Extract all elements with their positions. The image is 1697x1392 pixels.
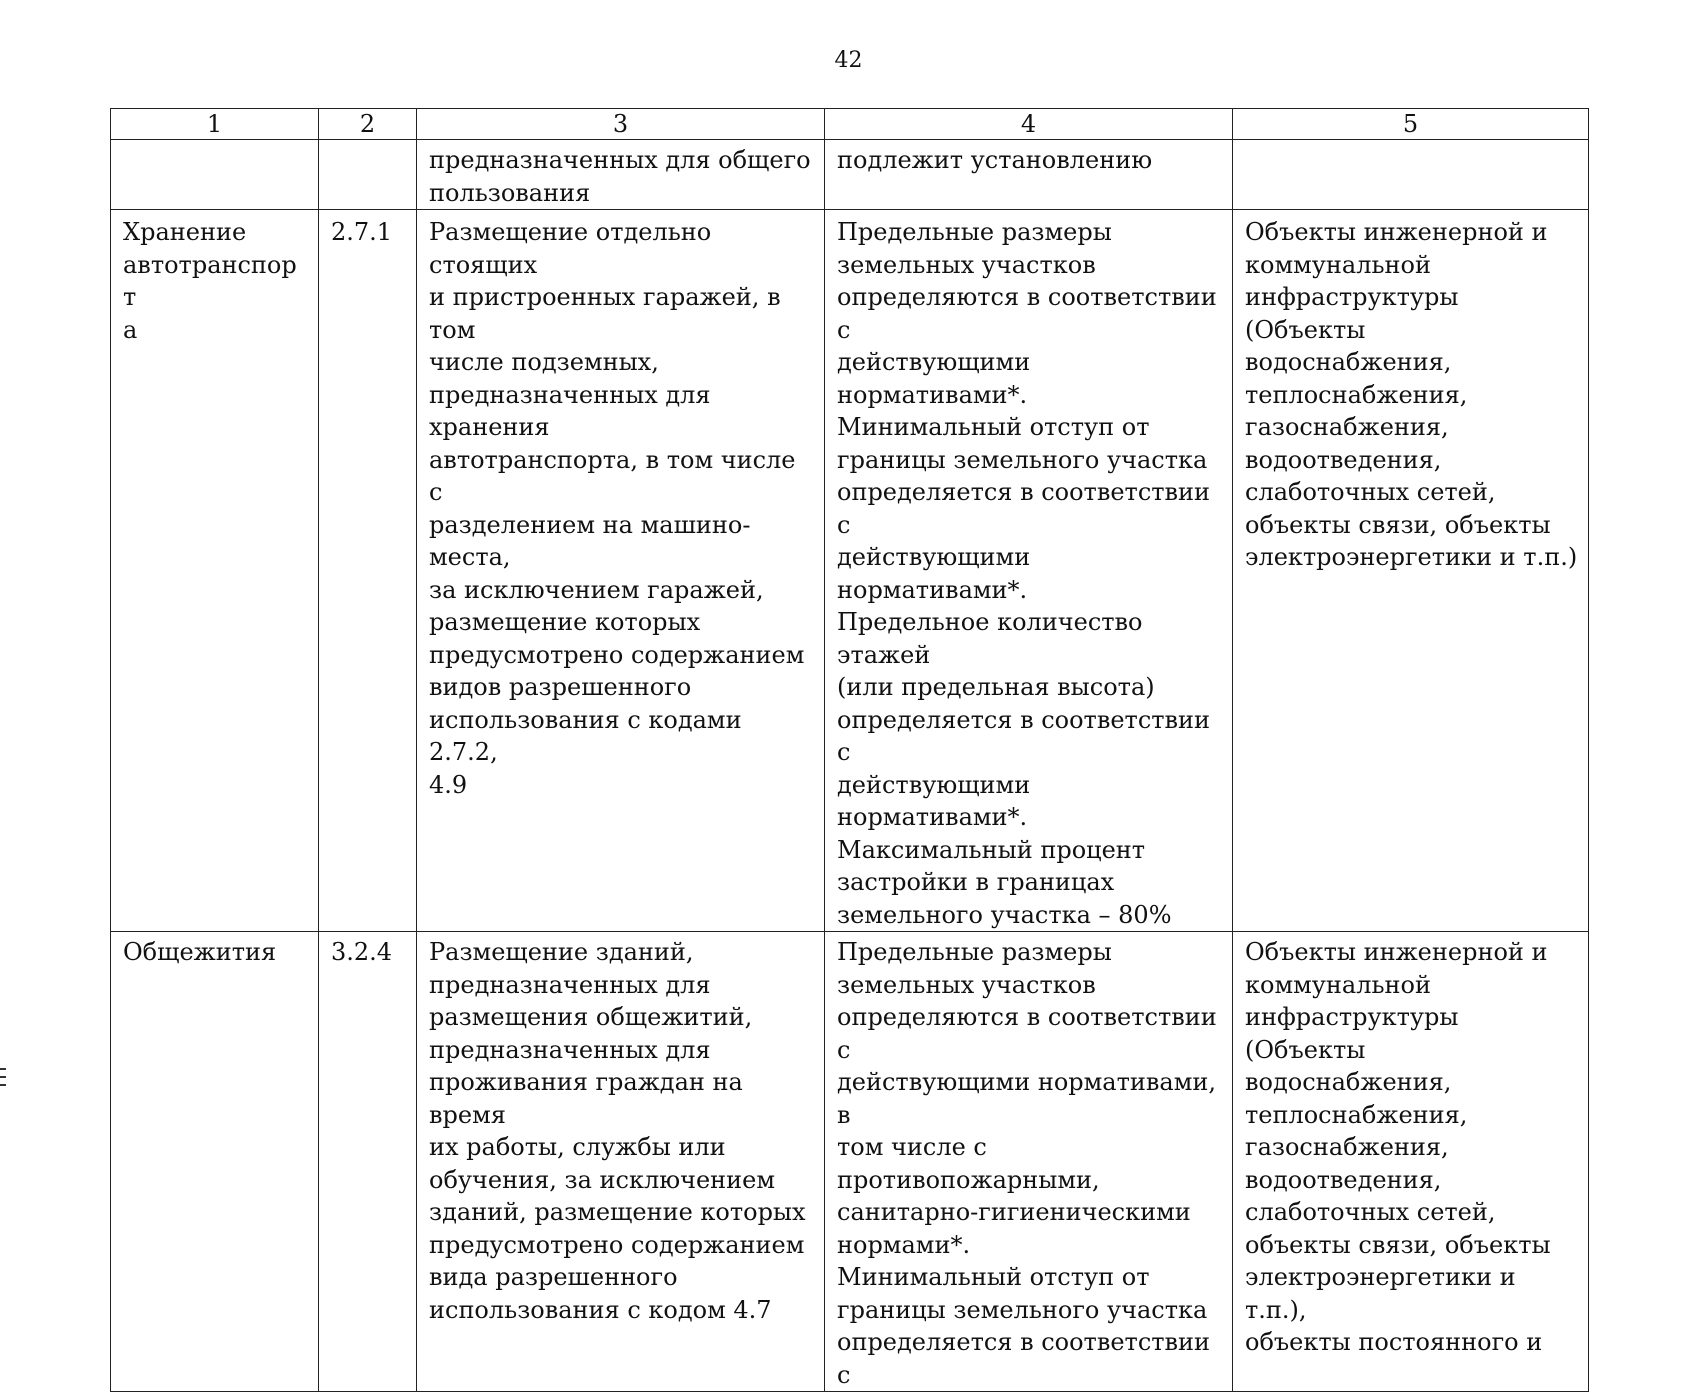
use-code-cell: 2.7.1 [319, 210, 417, 932]
use-code-cell [319, 140, 417, 210]
scan-edge-mark [0, 1084, 6, 1086]
use-description-cell: предназначенных для общего пользования [417, 140, 825, 210]
scan-edge-mark [0, 1068, 6, 1070]
parameters-cell: Предельные размеры земельных участков определяются в соответствии с действующими нормативами, в том числе с противопожарными, санитарно-гигиеническими нормами*. Минимальный отступ от границы земельного участка определяется в соответствии с [825, 932, 1233, 1392]
column-header-4: 4 [825, 109, 1233, 140]
zoning-table [110, 108, 1589, 1392]
use-name-cell: Хранение автотранспорт а [111, 210, 319, 932]
use-name-cell [111, 140, 319, 210]
use-description-cell: Размещение отдельно стоящих и пристроенных гаражей, в том числе подземных, предназначенных для хранения автотранспорта, в том числе с разделением на машино-места, за исключением гаражей, размещение которых предусмотрено содержанием видов разрешенного использования с кодами 2.7.2, 4.9 [417, 210, 825, 932]
use-name-cell: Общежития [111, 932, 319, 1392]
page-number: 42 [834, 48, 863, 73]
auxiliary-objects-cell: Объекты инженерной и коммунальной инфраструктуры (Объекты водоснабжения, теплоснабжения, газоснабжения, водоотведения, слаботочных сетей, объекты связи, объекты электроэнергетики и т.п.), объекты постоянного и [1233, 932, 1589, 1392]
column-header-5: 5 [1233, 109, 1589, 140]
parameters-cell: подлежит установлению [825, 140, 1233, 210]
column-header-3: 3 [417, 109, 825, 140]
auxiliary-objects-cell: Объекты инженерной и коммунальной инфраструктуры (Объекты водоснабжения, теплоснабжения, газоснабжения, водоотведения, слаботочных сетей, объекты связи, объекты электроэнергетики и т.п.) [1233, 210, 1589, 932]
table-row [111, 932, 1589, 1392]
column-header-2: 2 [319, 109, 417, 140]
table-row [111, 210, 1589, 932]
auxiliary-objects-cell [1233, 140, 1589, 210]
table-row [111, 140, 1589, 210]
column-header-1: 1 [111, 109, 319, 140]
scan-edge-mark [0, 1076, 6, 1078]
table-header-row [111, 109, 1589, 140]
use-description-cell: Размещение зданий, предназначенных для размещения общежитий, предназначенных для проживания граждан на время их работы, службы или обучения, за исключением зданий, размещение которых предусмотрено содержанием вида разрешенного использования с кодом 4.7 [417, 932, 825, 1392]
use-code-cell: 3.2.4 [319, 932, 417, 1392]
parameters-cell: Предельные размеры земельных участков определяются в соответствии с действующими нормативами*. Минимальный отступ от границы земельного участка определяется в соответствии с действующими нормативами*. Предельное количество этажей (или предельная высота) определяется в соответствии с действующими нормативами*. Максимальный процент застройки в границах земельного участка – 80% [825, 210, 1233, 932]
